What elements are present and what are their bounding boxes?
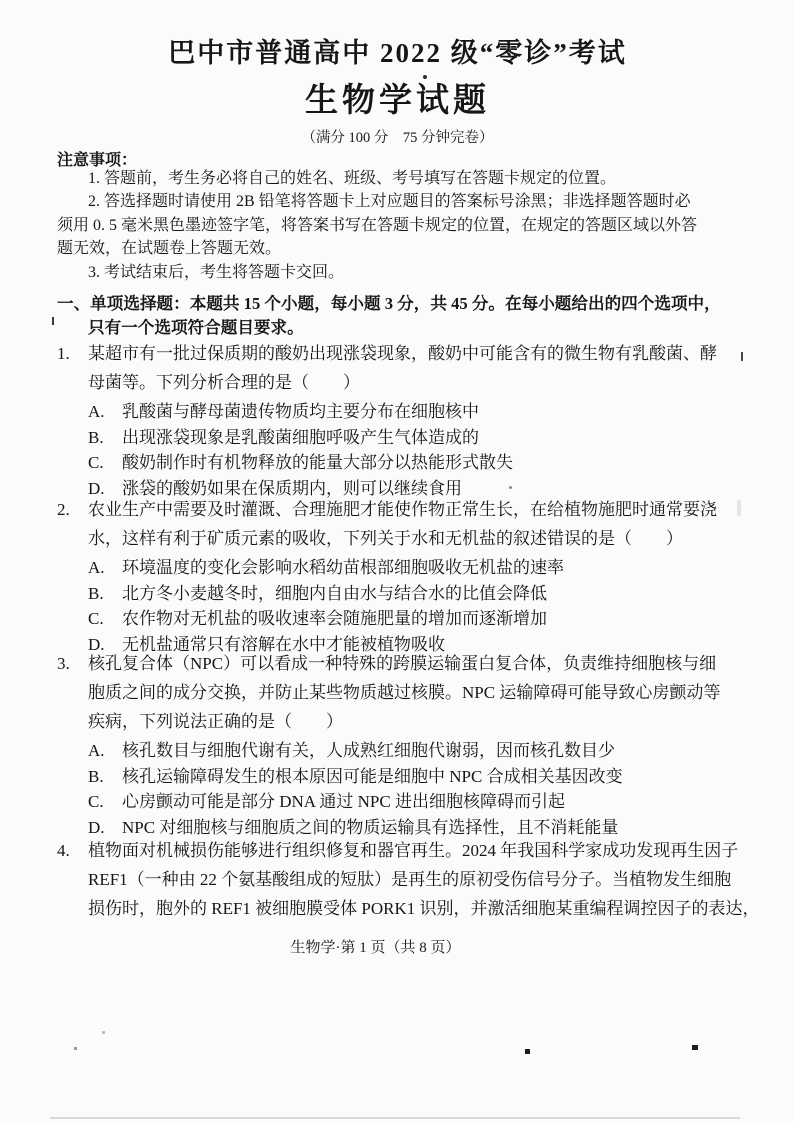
exam-title: 巴中市普通高中 2022 级“零诊”考试 — [168, 38, 627, 68]
option-text: 环境温度的变化会影响水稻幼苗根部细胞吸收无机盐的速率 — [122, 558, 564, 577]
page-footer: 生物学·第 1 页（共 8 页） — [290, 940, 461, 956]
option-list — [57, 738, 752, 840]
question-2 — [57, 495, 752, 657]
notice-heading: 注意事项： — [57, 152, 138, 169]
scan-artifact — [52, 317, 54, 325]
scan-artifact — [102, 1031, 105, 1034]
question-stem-line: 水，这样有利于矿质元素的吸收，下列关于水和无机盐的叙述错误的是（ ） — [88, 529, 683, 548]
option-row — [88, 425, 752, 451]
option-row — [88, 399, 752, 425]
option-label: B. — [88, 766, 104, 786]
notice-line: 3. 考试结束后，考生将答题卡交回。 — [88, 263, 345, 281]
notice-line: 须用 0. 5 毫米黑色墨迹签字笔，将答案书写在答题卡规定的位置，在规定的答题区域以外答 — [57, 216, 698, 234]
option-text: 核孔运输障碍发生的根本原因可能是细胞中 NPC 合成相关基因改变 — [122, 766, 623, 786]
option-label: C. — [88, 453, 104, 472]
question-stem — [57, 649, 752, 736]
option-label: B. — [88, 583, 104, 603]
option-label: C. — [88, 609, 104, 628]
question-stem-line: 植物面对机械损伤能够进行组织修复和器官再生。2024 年我国科学家成功发现再生因子 — [88, 841, 739, 860]
option-list — [57, 399, 752, 501]
question-stem — [57, 339, 752, 397]
question-stem-line: 核孔复合体（NPC）可以看成一种特殊的跨膜运输蛋白复合体，负责维持细胞核与细 — [88, 654, 717, 673]
question-number: 4. — [57, 841, 70, 860]
option-row — [88, 789, 752, 815]
question-number: 3. — [57, 654, 70, 673]
option-label: D. — [88, 817, 105, 837]
option-label: C. — [88, 792, 104, 811]
option-row — [88, 581, 752, 607]
scan-artifact — [737, 500, 741, 516]
question-stem-line: 胞质之间的成分交换，并防止某些物质越过核膜。NPC 运输障碍可能导致心房颤动等 — [88, 683, 721, 702]
question-number: 1. — [57, 344, 70, 363]
section-heading-line: 只有一个选项符合题目要求。 — [88, 317, 304, 337]
question-number: 2. — [57, 500, 70, 519]
question-stem-line: REF1（一种由 22 个氨基酸组成的短肽）是再生的原初受伤信号分子。当植物发生细胞 — [88, 870, 732, 889]
option-text: 酸奶制作时有机物释放的能量大部分以热能形式散失 — [122, 453, 513, 472]
notice-line: 1. 答题前，考生务必将自己的姓名、班级、考号填写在答题卡规定的位置。 — [88, 170, 617, 187]
scan-artifact — [741, 352, 743, 361]
question-stem-line: 某超市有一批过保质期的酸奶出现涨袋现象，酸奶中可能含有的微生物有乳酸菌、酵 — [88, 344, 717, 363]
scan-artifact — [525, 1049, 530, 1054]
option-text: 无机盐通常只有溶解在水中才能被植物吸收 — [122, 634, 445, 654]
section-heading — [57, 292, 747, 339]
notice-line: 2. 答选择题时请使用 2B 铅笔将答题卡上对应题目的答案标号涂黑；非选择题答题时必 — [88, 193, 691, 211]
question-stem-line: 母菌等。下列分析合理的是（ ） — [88, 373, 360, 392]
option-row — [88, 555, 752, 581]
option-text: 农作物对无机盐的吸收速率会随施肥量的增加而逐渐增加 — [122, 609, 547, 628]
option-label: A. — [88, 741, 105, 760]
option-text: 北方冬小麦越冬时，细胞内自由水与结合水的比值会降低 — [122, 583, 547, 603]
score-note: （满分 100 分 75 分钟完卷） — [301, 130, 494, 146]
question-stem-line: 损伤时，胞外的 REF1 被细胞膜受体 PORK1 识别，并激活细胞某重编程调控因子的表达， — [88, 899, 760, 918]
option-text: 出现涨袋现象是乳酸菌细胞呼吸产生气体造成的 — [122, 427, 479, 447]
option-text: 涨袋的酸奶如果在保质期内，则可以继续食用 — [122, 478, 462, 498]
question-stem-line: 疾病，下列说法正确的是（ ） — [88, 712, 343, 731]
scan-artifact — [74, 1047, 77, 1050]
option-row — [88, 738, 752, 764]
option-text: NPC 对细胞核与细胞质之间的物质运输具有选择性，且不消耗能量 — [122, 817, 619, 837]
paper-title: 生物学试题 — [305, 83, 490, 119]
option-text: 乳酸菌与酵母菌遗传物质均主要分布在细胞核中 — [122, 402, 479, 421]
option-row — [88, 764, 752, 790]
option-row — [88, 450, 752, 476]
option-label: D. — [88, 478, 105, 498]
notice-list — [57, 167, 747, 284]
question-stem-line: 农业生产中需要及时灌溉、合理施肥才能使作物正常生长，在给植物施肥时通常要浇 — [88, 500, 717, 519]
option-label: A. — [88, 558, 105, 577]
question-stem — [57, 836, 760, 923]
option-text: 心房颤动可能是部分 DNA 通过 NPC 进出细胞核障碍而引起 — [122, 792, 565, 811]
scan-artifact — [50, 1117, 740, 1119]
question-4 — [57, 836, 760, 923]
scan-artifact — [509, 486, 512, 489]
option-label: B. — [88, 427, 104, 447]
section-heading-line: 一、单项选择题：本题共 15 个小题，每小题 3 分，共 45 分。在每小题给出的四个选项中， — [57, 294, 721, 313]
option-text: 核孔数目与细胞代谢有关，人成熟红细胞代谢弱，因而核孔数目少 — [122, 741, 615, 760]
option-label: D. — [88, 634, 105, 654]
notice-line: 题无效，在试题卷上答题无效。 — [57, 240, 282, 258]
question-3 — [57, 649, 752, 840]
option-row — [88, 606, 752, 632]
scan-artifact — [423, 75, 427, 79]
question-1 — [57, 339, 752, 501]
option-label: A. — [88, 402, 105, 421]
option-list — [57, 555, 752, 657]
scan-artifact — [692, 1045, 698, 1050]
question-stem — [57, 495, 752, 553]
